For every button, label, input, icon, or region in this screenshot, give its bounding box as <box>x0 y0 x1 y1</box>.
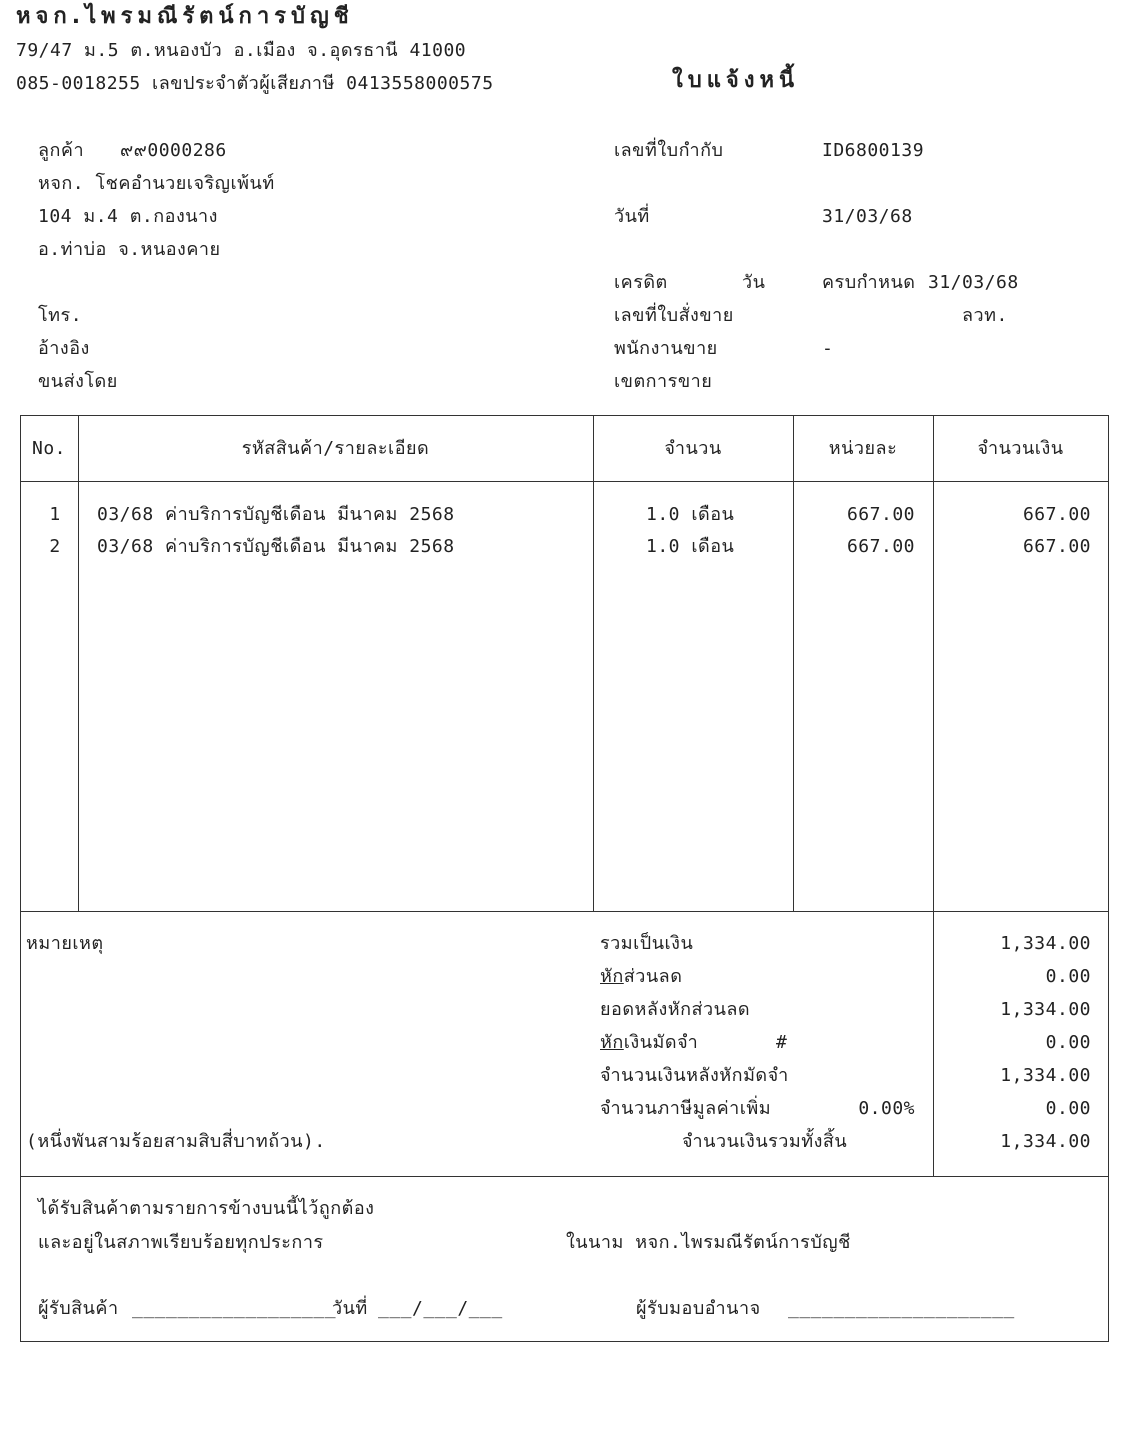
subtotal-label: รวมเป็นเงิน <box>600 933 694 954</box>
on-behalf-of: ในนาม หจก.ไพรมณีรัตน์การบัญชี <box>566 1232 851 1253</box>
received-statement-2: และอยู่ในสภาพเรียบร้อยทุกประการ <box>38 1232 324 1253</box>
remark-label: หมายเหตุ <box>26 933 104 954</box>
company-phone-tax: 085-0018255 เลขประจำตัวผู้เสียภาษี 0413558000575 <box>16 73 494 94</box>
row-no: 2 <box>49 536 61 557</box>
discount-label: หักส่วนลด <box>600 966 683 987</box>
received-statement-1: ได้รับสินค้าตามรายการข้างบนนี้ไว้ถูกต้อง <box>38 1198 375 1219</box>
credit-days-label: วัน <box>742 272 766 293</box>
authorized-signature-line: ____________________ <box>788 1298 1015 1319</box>
row-amount: 667.00 <box>1022 536 1091 557</box>
sales-order-value: ลวท. <box>962 305 1008 326</box>
after-deposit-value: 1,334.00 <box>1000 1065 1091 1086</box>
header-amount: จำนวนเงิน <box>977 438 1064 459</box>
invoice-no: ID6800139 <box>822 140 925 161</box>
customer-phone-label: โทร. <box>38 305 83 326</box>
receive-date-label: วันที่ <box>332 1298 368 1319</box>
customer-address-2: อ.ท่าบ่อ จ.หนองคาย <box>38 239 221 260</box>
due-label: ครบกำหนด <box>822 272 916 293</box>
row-unit-price: 667.00 <box>846 536 915 557</box>
sales-order-label: เลขที่ใบสั่งขาย <box>614 305 734 326</box>
authorized-label: ผู้รับมอบอำนาจ <box>636 1298 761 1319</box>
due-date: 31/03/68 <box>928 272 1019 293</box>
invoice-date: 31/03/68 <box>822 206 913 227</box>
header-unit-price: หน่วยละ <box>828 438 898 459</box>
row-description: 03/68 ค่าบริการบัญชีเดือน มีนาคม 2568 <box>97 536 455 557</box>
grand-total-label: จำนวนเงินรวมทั้งสิ้น <box>682 1131 848 1152</box>
after-deposit-label: จำนวนเงินหลังหักมัดจำ <box>600 1065 789 1086</box>
row-unit-price: 667.00 <box>846 504 915 525</box>
vat-value: 0.00 <box>1045 1098 1091 1119</box>
vat-rate: 0.00% <box>858 1098 915 1119</box>
shipping-label: ขนส่งโดย <box>38 371 118 392</box>
credit-label: เครดิต <box>614 272 668 293</box>
row-quantity: 1.0 เดือน <box>646 536 735 557</box>
company-name: หจก.ไพรมณีรัตน์การบัญชี <box>16 4 354 29</box>
row-amount: 667.00 <box>1022 504 1091 525</box>
receiver-signature-line: __________________ <box>132 1298 337 1319</box>
reference-label: อ้างอิง <box>38 338 90 359</box>
customer-code: ๙๙0000286 <box>120 140 227 161</box>
customer-name: หจก. โชคอำนวยเจริญเพ้นท์ <box>38 173 275 194</box>
document-title: ใบแจ้งหนี้ <box>672 68 800 93</box>
footer-bottom-border <box>20 1341 1109 1342</box>
vat-label: จำนวนภาษีมูลค่าเพิ่ม <box>600 1098 772 1119</box>
deposit-label: หักเงินมัดจำ <box>600 1032 699 1053</box>
row-no: 1 <box>49 504 61 525</box>
sales-area-label: เขตการขาย <box>614 371 713 392</box>
subtotal-value: 1,334.00 <box>1000 933 1091 954</box>
receive-date-line: ___/___/___ <box>378 1298 503 1319</box>
customer-address-1: 104 ม.4 ต.กองนาง <box>38 206 218 227</box>
deposit-hash: # <box>776 1032 788 1053</box>
salesperson-label: พนักงานขาย <box>614 338 718 359</box>
receiver-label: ผู้รับสินค้า <box>38 1298 119 1319</box>
discount-value: 0.00 <box>1045 966 1091 987</box>
amount-in-words: (หนึ่งพันสามร้อยสามสิบสี่บาทถ้วน). <box>26 1131 326 1152</box>
date-label: วันที่ <box>614 206 650 227</box>
footer-divider <box>20 1176 1109 1177</box>
after-discount-label: ยอดหลังหักส่วนลด <box>600 999 751 1020</box>
deposit-value: 0.00 <box>1045 1032 1091 1053</box>
row-description: 03/68 ค่าบริการบัญชีเดือน มีนาคม 2568 <box>97 504 455 525</box>
row-quantity: 1.0 เดือน <box>646 504 735 525</box>
after-discount-value: 1,334.00 <box>1000 999 1091 1020</box>
company-address: 79/47 ม.5 ต.หนองบัว อ.เมือง จ.อุดรธานี 41000 <box>16 40 467 61</box>
invoice-no-label: เลขที่ใบกำกับ <box>614 140 724 161</box>
salesperson: - <box>822 338 834 359</box>
header-quantity: จำนวน <box>664 438 722 459</box>
customer-code-label: ลูกค้า <box>38 140 85 161</box>
header-description: รหัสสินค้า/รายละเอียด <box>241 438 430 459</box>
grand-total-value: 1,334.00 <box>1000 1131 1091 1152</box>
header-no: No. <box>31 438 66 459</box>
